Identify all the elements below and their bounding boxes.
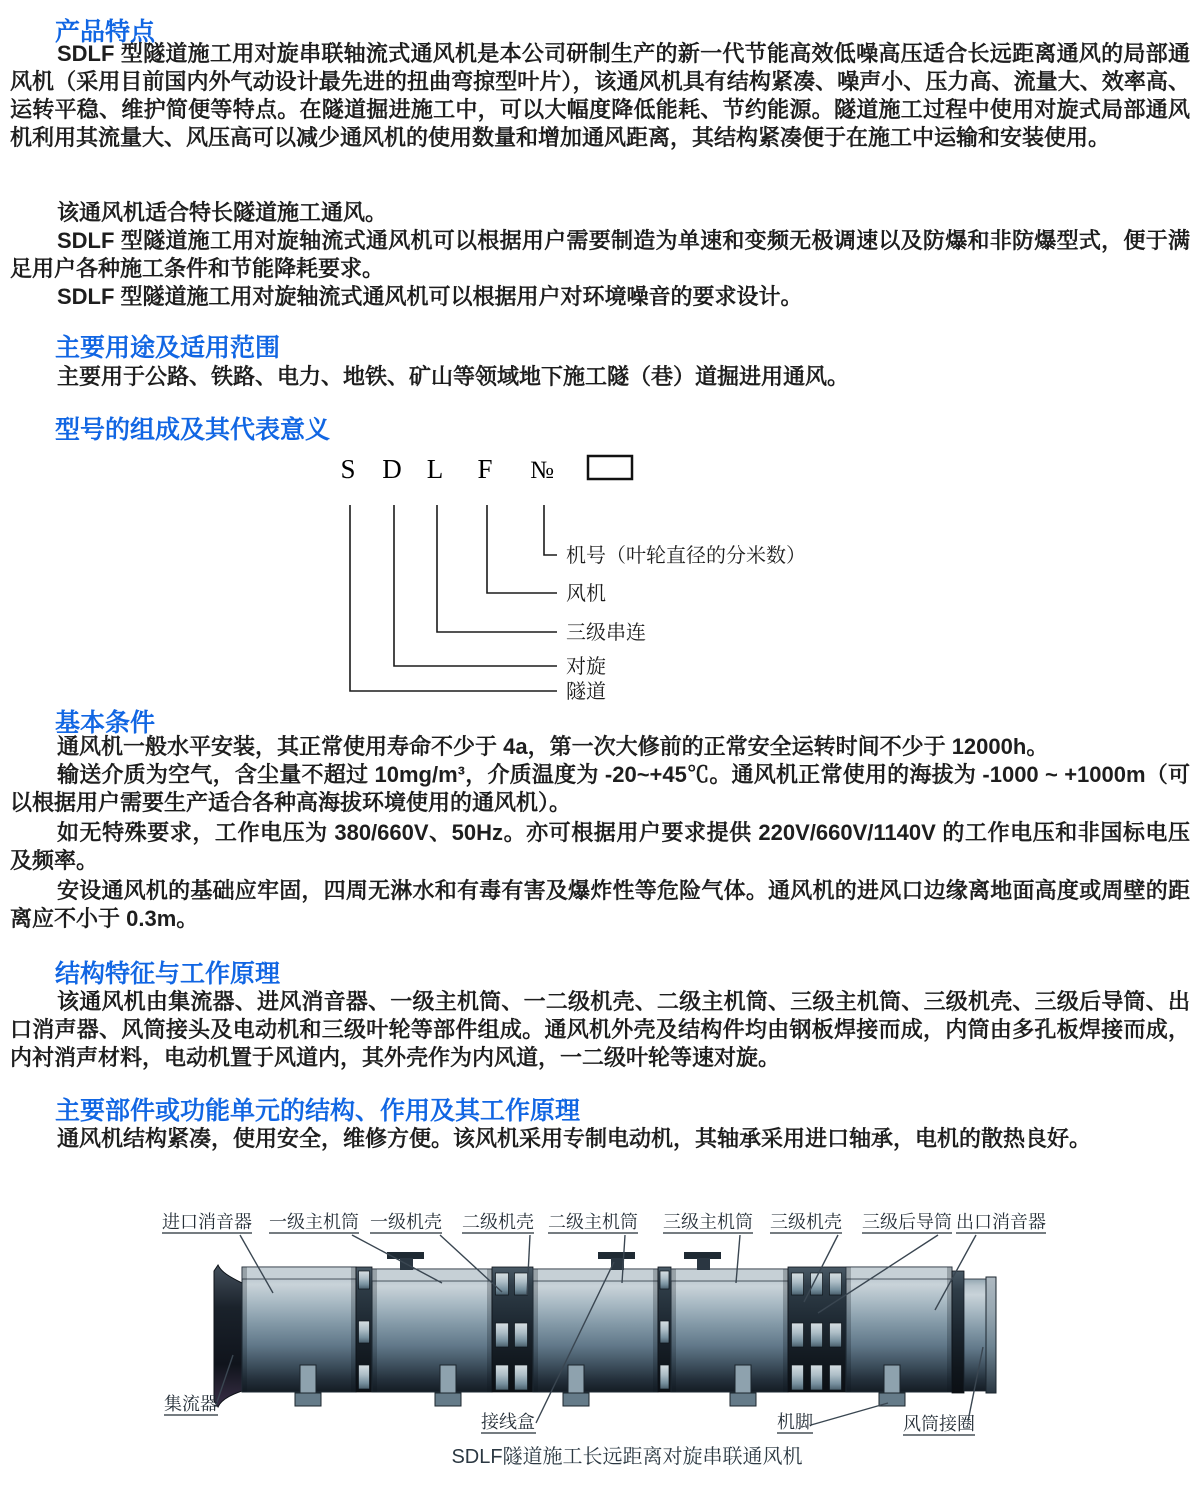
code-letter-l: L bbox=[426, 454, 444, 484]
para-product-features-4: SDLF 型隧道施工用对旋轴流式通风机可以根据用户对环境噪音的要求设计。 bbox=[57, 284, 803, 309]
inlet-bell-collector bbox=[214, 1265, 242, 1407]
stage3-casing-flange-block bbox=[788, 1267, 846, 1392]
heading-structure-principle: 结构特征与工作原理 bbox=[55, 960, 281, 988]
line-to-three-stage bbox=[437, 505, 557, 632]
heading-model-code: 型号的组成及其代表意义 bbox=[55, 416, 331, 444]
stage3-main-cylinder bbox=[671, 1252, 788, 1392]
model-number-box bbox=[588, 456, 632, 479]
meaning-fan: 风机 bbox=[566, 583, 606, 605]
para-main-parts-1: 通风机结构紧凑，使用安全，维修方便。该风机采用专制电动机，其轴承采用进口轴承，电机的散热良好。 bbox=[57, 1126, 1092, 1151]
para-product-features-1: SDLF 型隧道施工用对旋串联轴流式通风机是本公司研制生产的新一代节能高效低噪高压适合长远距离通风的局部通风机（采用目前国内外气动设计最先进的扭曲弯掠型叶片），该通风机具有结构紧凑、噪声小、压力高、流量大、效率高、运转平稳、维护简便等特点。在隧道掘进施工中，可以大幅度降低能耗、节约能源。隧道施工过程中使用对旋式局部通风机利用其流量大、风压高可以减少通风机的使用数量和增加通风距离，其结构紧凑便于在施工中运输和安装使用。 bbox=[10, 41, 1190, 150]
para-basic-4: 安设通风机的基础应牢固，四周无淋水和有毒有害及爆炸性等危险气体。通风机的进风口边缘离地面高度或周壁的距离应不小于 0.3m。 bbox=[10, 878, 1190, 931]
fan-top-labels bbox=[162, 1212, 1046, 1233]
line-to-tunnel bbox=[350, 505, 557, 691]
meaning-tunnel: 隧道 bbox=[566, 681, 606, 703]
model-code-diagram bbox=[0, 448, 1200, 710]
bottom-label-underlines bbox=[164, 1415, 975, 1435]
para-structure-1: 该通风机由集流器、进风消音器、一级主机筒、一二级机壳、二级主机筒、三级主机筒、三级机壳、三级后导筒、出口消声器、风筒接头及电动机和三级叶轮等部件组成。通风机外壳及结构件均由钢板焊接而成，内筒由多孔板焊接而成，内衬消声材料，电动机置于风道内，其外壳作为内风道，一二级叶轮等速对旋。 bbox=[10, 989, 1190, 1070]
heading-usage-scope: 主要用途及适用范围 bbox=[55, 334, 281, 362]
fan-body bbox=[214, 1252, 996, 1407]
meaning-three-stage: 三级串连 bbox=[566, 622, 646, 644]
label-stage3-casing: 三级机壳 bbox=[770, 1212, 842, 1232]
label-machine-foot: 机脚 bbox=[777, 1412, 813, 1432]
label-collector: 集流器 bbox=[164, 1394, 218, 1414]
label-inlet-silencer: 进口消音器 bbox=[162, 1212, 252, 1232]
label-stage2-main-cylinder: 二级主机筒 bbox=[548, 1212, 638, 1232]
para-usage-scope-1: 主要用于公路、铁路、电力、地铁、矿山等领域地下施工隧（巷）道掘进用通风。 bbox=[57, 364, 850, 389]
label-stage1-casing: 一级机壳 bbox=[370, 1212, 442, 1232]
fan-assembly-diagram bbox=[90, 1195, 1110, 1480]
stage1-top-fitting bbox=[387, 1252, 424, 1259]
stage1-main-cylinder bbox=[372, 1252, 492, 1392]
label-stage3-main-cylinder: 三级主机筒 bbox=[663, 1212, 753, 1232]
stage3-top-fitting bbox=[684, 1252, 721, 1259]
inlet-silencer-cylinder bbox=[242, 1267, 356, 1392]
heading-main-parts: 主要部件或功能单元的结构、作用及其工作原理 bbox=[55, 1097, 581, 1125]
code-letter-d: D bbox=[382, 454, 402, 484]
flange-ring-2 bbox=[658, 1267, 671, 1392]
line-to-contra-rotating bbox=[394, 505, 557, 666]
label-duct-ring: 风筒接圈 bbox=[903, 1414, 975, 1434]
model-code-lines bbox=[350, 505, 557, 691]
meaning-contra-rotating: 对旋 bbox=[566, 656, 606, 678]
duct-connection-ring bbox=[952, 1271, 996, 1393]
para-basic-2: 输送介质为空气，含尘量不超过 10mg/m³，介质温度为 -20~+45℃。通风机正常使用的海拔为 -1000 ~ +1000m（可以根据用户需要生产适合各种高海拔环境使用的通风机）。 bbox=[10, 762, 1190, 815]
flange-ring-1 bbox=[356, 1267, 372, 1392]
label-stage2-casing: 二级机壳 bbox=[462, 1212, 534, 1232]
para-basic-1: 通风机一般水平安装，其正常使用寿命不少于 4a，第一次大修前的正常安全运转时间不少于 12000h。 bbox=[57, 734, 1049, 759]
stage2-main-cylinder bbox=[533, 1252, 658, 1392]
code-letter-no: № bbox=[530, 457, 554, 484]
para-product-features-2: 该通风机适合特长隧道施工通风。 bbox=[57, 200, 388, 225]
label-junction-box: 接线盒 bbox=[481, 1412, 535, 1432]
label-outlet-silencer: 出口消音器 bbox=[956, 1212, 1046, 1232]
para-product-features-3: SDLF 型隧道施工用对旋轴流式通风机可以根据用户需要制造为单速和变频无极调速以及防爆和非防爆型式，便于满足用户各种施工条件和节能降耗要求。 bbox=[10, 228, 1190, 281]
code-letter-f: F bbox=[477, 454, 493, 484]
para-basic-3: 如无特殊要求，工作电压为 380/660V、50Hz。亦可根据用户要求提供 220V/660V/1140V 的工作电压和非国标电压及频率。 bbox=[10, 820, 1190, 873]
heading-basic-conditions: 基本条件 bbox=[55, 709, 156, 737]
junction-box-fitting bbox=[598, 1252, 635, 1259]
fan-diagram-caption: SDLF隧道施工长远距离对旋串联通风机 bbox=[451, 1446, 803, 1468]
line-to-machine-number bbox=[544, 505, 557, 555]
meaning-machine-number: 机号（叶轮直径的分米数） bbox=[566, 545, 806, 567]
model-code-meanings bbox=[566, 544, 806, 703]
code-letter-s: S bbox=[340, 454, 356, 484]
heading-product-features: 产品特点 bbox=[55, 18, 156, 46]
label-stage3-rear-guide: 三级后导筒 bbox=[862, 1212, 952, 1232]
line-to-fan bbox=[487, 505, 557, 593]
model-code-letters bbox=[340, 454, 632, 484]
label-stage1-main-cylinder: 一级主机筒 bbox=[269, 1212, 359, 1232]
